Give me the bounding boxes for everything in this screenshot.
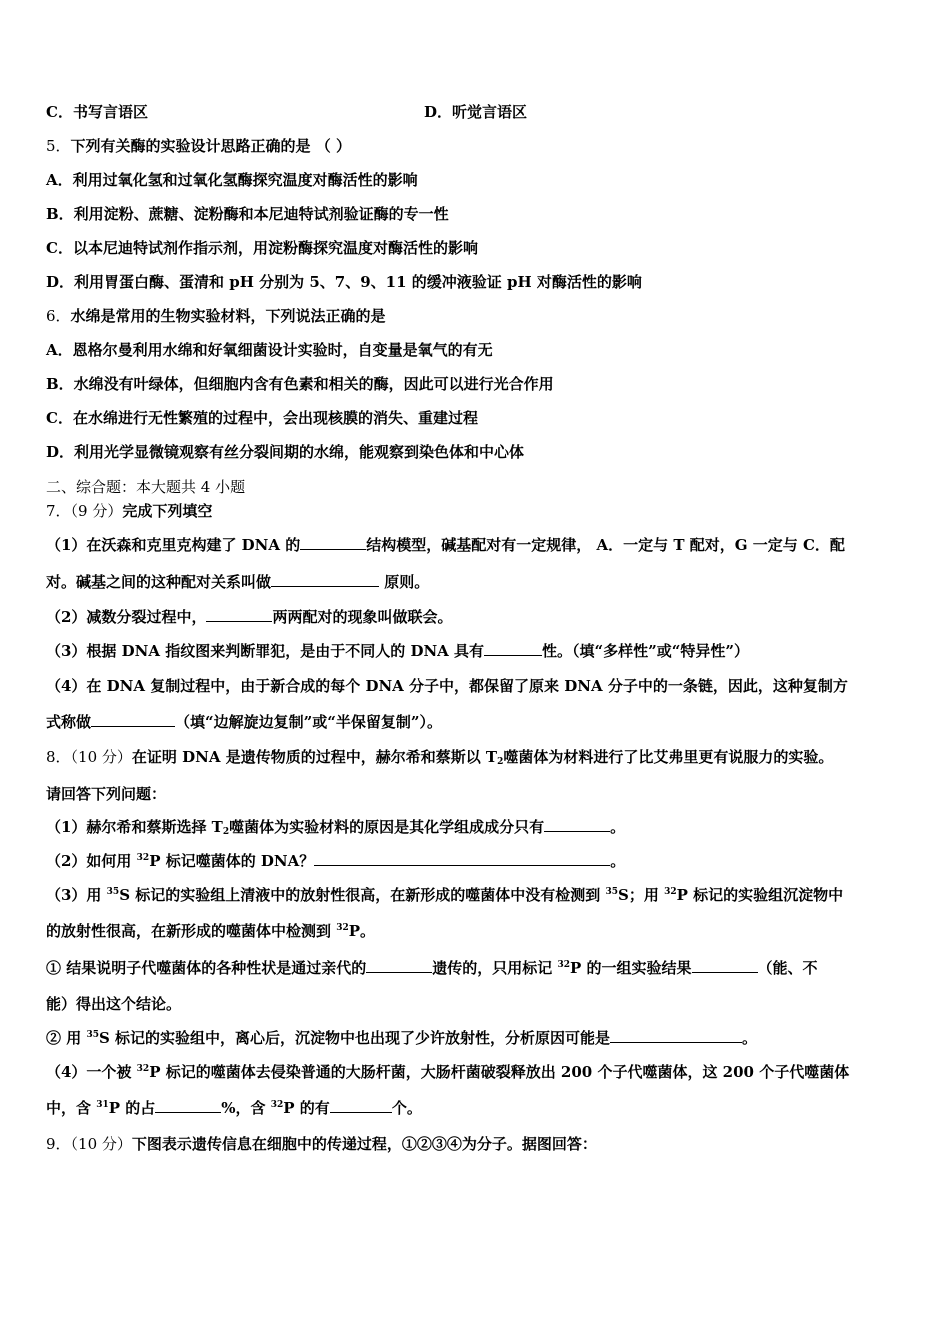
- q6-stem: [46, 306, 386, 326]
- answer-blank[interactable]: [484, 641, 542, 656]
- q9-stem: [46, 1134, 597, 1154]
- q9-number: 9．: [46, 1135, 71, 1153]
- q6-option-c: C．在水绵进行无性繁殖的过程中，会出现核膜的消失、重建过程: [46, 409, 478, 427]
- q7-stem-text: 完成下列填空: [122, 502, 213, 520]
- q5-option-a: A．利用过氧化氢和过氧化氢酶探究温度对酶活性的影响: [46, 171, 418, 189]
- q7-stem: [46, 501, 212, 521]
- section-heading: 二、综合题：本大题共 4 小题: [46, 478, 246, 496]
- q8-part3-line1: （3）用 $^{35}$S 标记的实验组上清液中的放射性很高，在新形成的噬菌体中没有检测到 $^{35}$S；用 $^{32}$P 标记的实验组沉淀物中: [46, 886, 844, 904]
- q6-option-d: D．利用光学显微镜观察有丝分裂间期的水绵，能观察到染色体和中心体: [46, 443, 525, 461]
- q8-part4-line1: （4）一个被 $^{32}$P 标记的噬菌体去侵染普通的大肠杆菌，大肠杆菌破裂释放出 200 个子代噬菌体，这 200 个子代噬菌体: [46, 1063, 850, 1081]
- q8-stem: 8．（10 分）在证明 DNA 是遗传物质的过程中，赫尔希和蔡斯以 $T_2$噬菌体为材料进行了比艾弗里更有说服力的实验。: [46, 748, 834, 767]
- q5-option-b: B．利用淀粉、蔗糖、淀粉酶和本尼迪特试剂验证酶的专一性: [46, 205, 449, 223]
- q6-option-a: A．恩格尔曼利用水绵和好氧细菌设计实验时，自变量是氧气的有无: [46, 341, 493, 359]
- q7-part1-line1: （1）在沃森和克里克构建了 DNA 的 结构模型，碱基配对有一定规律， A．一定与 T 配对，G 一定与 C．配: [46, 536, 845, 554]
- q8-part4-line2: 中，含 $^{31}$P 的占 %，含 $^{32}$P 的有 个。: [46, 1099, 422, 1117]
- q5-stem-text: 下列有关酶的实验设计思路正确的是 （ ）: [70, 137, 351, 155]
- answer-blank[interactable]: [544, 817, 610, 832]
- q5-option-d: D．利用胃蛋白酶、蛋清和 pH 分别为 5、7、9、11 的缓冲液验证 pH 对酶活性的影响: [46, 273, 642, 291]
- q8-stem-line2: 请回答下列问题：: [46, 785, 167, 803]
- answer-blank[interactable]: [366, 958, 432, 973]
- q6-stem-text: 水绵是常用的生物实验材料，下列说法正确的是: [70, 307, 386, 325]
- answer-blank[interactable]: [300, 535, 366, 550]
- answer-blank[interactable]: [314, 851, 610, 866]
- answer-blank[interactable]: [91, 712, 175, 727]
- q9-stem-text: 下图表示遗传信息在细胞中的传递过程，①②③④为分子。据图回答：: [131, 1135, 597, 1153]
- answer-blank[interactable]: [271, 572, 379, 587]
- q7-part4-line1: （4）在 DNA 复制过程中，由于新合成的每个 DNA 分子中，都保留了原来 DNA 分子中的一条链，因此，这种复制方: [46, 677, 848, 695]
- q7-part1-line2: 对。碱基之间的这种配对关系叫做 原则。: [46, 573, 430, 591]
- q5-option-c: C．以本尼迪特试剂作指示剂，用淀粉酶探究温度对酶活性的影响: [46, 239, 478, 257]
- q7-score: （9 分）: [70, 502, 123, 520]
- q8-part3-line2: 的放射性很高，在新形成的噬菌体中检测到 $^{32}$P。: [46, 922, 376, 940]
- q8-conclusion2: ② 用 $^{35}$S 标记的实验组中，离心后，沉淀物中也出现了少许放射性，分析原因可能是 。: [46, 1029, 758, 1047]
- answer-blank[interactable]: [206, 607, 272, 622]
- q8-part2: （2）如何用 $^{32}$P 标记噬菌体的 DNA？ 。: [46, 852, 626, 870]
- q7-part2: （2）减数分裂过程中， 两两配对的现象叫做联会。: [46, 608, 453, 626]
- answer-blank[interactable]: [610, 1028, 742, 1043]
- q7-part3: （3）根据 DNA 指纹图来判断罪犯，是由于不同人的 DNA 具有 性。（填“多样性”或“特异性”）: [46, 642, 750, 660]
- answer-blank[interactable]: [155, 1098, 221, 1113]
- q4-option-d: D．听觉言语区: [424, 103, 528, 121]
- q6-option-b: B．水绵没有叶绿体，但细胞内含有色素和相关的酶，因此可以进行光合作用: [46, 375, 554, 393]
- q4-options-row: [46, 102, 528, 122]
- q8-conclusion1-line2: 能）得出这个结论。: [46, 995, 182, 1013]
- q7-number: 7．: [46, 502, 71, 520]
- q4-option-c: C．书写言语区: [46, 103, 148, 121]
- q5-stem: [46, 136, 351, 156]
- q6-number: 6．: [46, 307, 71, 325]
- q5-number: 5．: [46, 137, 71, 155]
- q8-number: 8．: [46, 748, 71, 766]
- answer-blank[interactable]: [330, 1098, 392, 1113]
- q8-part1: （1）赫尔希和蔡斯选择 $T_2$噬菌体为实验材料的原因是其化学组成成分只有 。: [46, 818, 626, 837]
- q9-score: （10 分）: [70, 1135, 132, 1153]
- q8-conclusion1-line1: ① 结果说明子代噬菌体的各种性状是通过亲代的 遗传的，只用标记 $^{32}$P 的一组实验结果 （能、不: [46, 959, 818, 977]
- q8-score: （10 分）: [70, 748, 132, 766]
- answer-blank[interactable]: [692, 958, 758, 973]
- q7-part4-line2: 式称做 （填“边解旋边复制”或“半保留复制”）。: [46, 713, 443, 731]
